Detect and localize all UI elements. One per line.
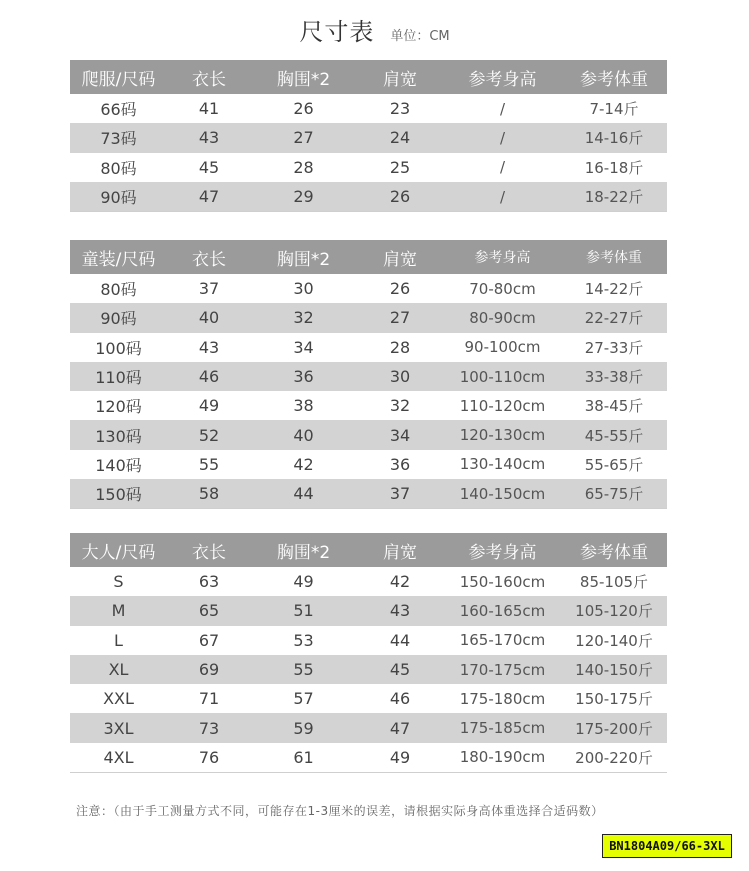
column-header: 衣长 — [167, 533, 251, 567]
table-cell: 90码 — [70, 182, 167, 212]
table-header-row — [70, 240, 667, 274]
page-title: 尺寸表 — [299, 18, 375, 46]
table-cell: 42 — [389, 572, 411, 592]
table-cell: 49 — [198, 396, 220, 416]
table-cell: 43 — [198, 337, 220, 357]
table-cell: 140码 — [95, 455, 142, 475]
table-row — [70, 333, 667, 362]
table-row — [70, 479, 667, 509]
table-cell: 66码 — [100, 100, 137, 120]
table-cell: 76 — [167, 743, 251, 773]
table-cell: 180-190cm — [444, 743, 561, 773]
table-row — [70, 182, 667, 212]
size-table-kids — [70, 240, 667, 509]
table-row — [70, 303, 667, 332]
table-cell: 23 — [389, 99, 411, 119]
column-header: 童装/尺码 — [70, 240, 167, 274]
table-cell: 27 — [251, 123, 356, 152]
table-cell: 38-45斤 — [584, 397, 644, 416]
product-code-label: BN1804A09/66-3XL — [602, 834, 732, 858]
table-cell: 51 — [251, 596, 356, 625]
table-cell: 34 — [293, 337, 314, 357]
table-cell: 46 — [389, 689, 411, 709]
table-cell: 90-100cm — [464, 338, 541, 357]
column-header: 参考体重 — [561, 533, 667, 567]
table-cell: 32 — [251, 303, 356, 332]
table-row — [70, 362, 667, 391]
table-cell: 46 — [167, 362, 251, 391]
table-cell: 7-14斤 — [589, 100, 639, 119]
table-cell: 14-16斤 — [561, 123, 667, 152]
table-cell: 105-120斤 — [561, 596, 667, 625]
table-cell: 65 — [167, 596, 251, 625]
table-row — [70, 420, 667, 449]
table-cell: 175-200斤 — [561, 713, 667, 742]
table-cell: 160-165cm — [444, 596, 561, 625]
table-cell: 30 — [356, 362, 444, 391]
table-cell: 73 — [167, 713, 251, 742]
table-row — [70, 94, 667, 123]
table-cell: 40 — [251, 420, 356, 449]
table-cell: / — [499, 99, 506, 118]
table-header-row — [70, 533, 667, 567]
title-row — [0, 12, 749, 44]
table-cell: 18-22斤 — [561, 182, 667, 212]
table-cell: 45 — [356, 655, 444, 684]
column-header: 胸围*2 — [251, 240, 356, 274]
table-cell: 44 — [389, 630, 411, 650]
table-cell: 52 — [167, 420, 251, 449]
table-cell: 3XL — [70, 713, 167, 742]
table-cell: 29 — [251, 182, 356, 212]
table-cell: 110-120cm — [459, 396, 546, 415]
table-cell: 130码 — [70, 420, 167, 449]
table-row — [70, 153, 667, 182]
table-row — [70, 123, 667, 152]
unit-label: 单位：CM — [390, 29, 450, 44]
table-cell: 61 — [251, 743, 356, 773]
table-cell: 100-110cm — [444, 362, 561, 391]
table-cell: 120码 — [95, 397, 142, 417]
table-cell: 43 — [167, 123, 251, 152]
table-cell: 22-27斤 — [561, 303, 667, 332]
table-cell: 80码 — [100, 280, 137, 300]
table-cell: 67 — [198, 630, 220, 650]
table-row — [70, 713, 667, 742]
table-cell: 150码 — [70, 479, 167, 509]
table-cell: 80-90cm — [444, 303, 561, 332]
column-header: 衣长 — [167, 240, 251, 274]
table-cell: 150-175斤 — [575, 690, 653, 709]
size-table-adult — [70, 533, 667, 773]
table-cell: 85-105斤 — [579, 573, 649, 592]
table-cell: 26 — [293, 99, 314, 119]
table-cell: 36 — [251, 362, 356, 391]
table-cell: 120-140斤 — [575, 631, 653, 650]
table-cell: 73码 — [70, 123, 167, 152]
column-header: 胸围*2 — [251, 60, 356, 94]
table-cell: 14-22斤 — [584, 280, 644, 299]
column-header: 参考体重 — [561, 240, 667, 274]
column-header: 肩宽 — [356, 240, 444, 274]
table-row — [70, 391, 667, 420]
table-cell: 49 — [356, 743, 444, 773]
table-row — [70, 450, 667, 479]
table-cell: 41 — [198, 99, 220, 119]
table-cell: 57 — [293, 689, 314, 709]
column-header: 肩宽 — [356, 533, 444, 567]
table-cell: 44 — [251, 479, 356, 509]
table-cell: 36 — [389, 454, 411, 474]
table-cell: 45 — [198, 157, 220, 177]
table-cell: 55 — [251, 655, 356, 684]
table-cell: 34 — [356, 420, 444, 449]
table-cell: 140-150cm — [444, 479, 561, 509]
note-text: 注意：（由于手工测量方式不同，可能存在1-3厘米的误差，请根据实际身高体重选择合适码数） — [76, 804, 604, 818]
table-cell: 32 — [389, 396, 411, 416]
table-cell: 71 — [198, 689, 220, 709]
table-cell: 110码 — [70, 362, 167, 391]
table-cell: 90码 — [70, 303, 167, 332]
table-cell: 55-65斤 — [584, 455, 644, 474]
table-cell: 55 — [198, 454, 220, 474]
column-header: 大人/尺码 — [70, 533, 167, 567]
table-cell: 165-170cm — [459, 631, 546, 650]
table-cell: 53 — [293, 630, 314, 650]
table-cell: 40 — [167, 303, 251, 332]
column-header: 参考身高 — [444, 533, 561, 567]
table-cell: 25 — [389, 157, 411, 177]
table-cell: 26 — [389, 279, 411, 299]
table-cell: 38 — [293, 396, 314, 416]
table-cell: 47 — [356, 713, 444, 742]
table-cell: XXL — [103, 689, 134, 709]
table-cell: 49 — [293, 572, 314, 592]
table-row — [70, 274, 667, 303]
table-cell: 42 — [293, 454, 314, 474]
table-cell: 28 — [389, 337, 411, 357]
table-row — [70, 567, 667, 596]
table-cell: 27 — [356, 303, 444, 332]
table-row — [70, 684, 667, 713]
table-cell: 70-80cm — [469, 279, 536, 298]
column-header: 参考身高 — [444, 60, 561, 94]
table-cell: 69 — [167, 655, 251, 684]
table-cell: 24 — [356, 123, 444, 152]
table-cell: 37 — [198, 279, 220, 299]
table-cell: 43 — [356, 596, 444, 625]
table-cell: XL — [70, 655, 167, 684]
table-cell: / — [444, 182, 561, 212]
table-cell: 100码 — [95, 338, 142, 358]
column-header: 衣长 — [167, 60, 251, 94]
column-header: 参考身高 — [444, 240, 561, 274]
table-cell: 45-55斤 — [561, 420, 667, 449]
table-cell: / — [499, 158, 506, 177]
table-cell: L — [114, 630, 123, 650]
column-header: 参考体重 — [561, 60, 667, 94]
table-cell: 63 — [198, 572, 220, 592]
size-table-crawler — [70, 60, 667, 212]
table-header-row — [70, 60, 667, 94]
table-cell: 33-38斤 — [561, 362, 667, 391]
column-header: 爬服/尺码 — [70, 60, 167, 94]
table-cell: 175-185cm — [444, 713, 561, 742]
table-cell: 47 — [167, 182, 251, 212]
table-cell: / — [444, 123, 561, 152]
column-header: 肩宽 — [356, 60, 444, 94]
table-cell: 16-18斤 — [584, 158, 644, 177]
table-cell: S — [113, 572, 124, 592]
table-cell: 28 — [293, 157, 314, 177]
column-header: 胸围*2 — [251, 533, 356, 567]
table-cell: 4XL — [70, 743, 167, 773]
table-cell: 200-220斤 — [561, 743, 667, 773]
table-cell: M — [70, 596, 167, 625]
table-row — [70, 596, 667, 625]
table-cell: 80码 — [100, 158, 137, 178]
table-cell: 30 — [293, 279, 314, 299]
table-cell: 26 — [356, 182, 444, 212]
table-cell: 27-33斤 — [584, 338, 644, 357]
table-cell: 170-175cm — [444, 655, 561, 684]
table-cell: 37 — [356, 479, 444, 509]
table-row — [70, 743, 667, 773]
table-cell: 58 — [167, 479, 251, 509]
table-row — [70, 626, 667, 655]
table-cell: 59 — [251, 713, 356, 742]
table-cell: 150-160cm — [459, 572, 546, 591]
table-cell: 65-75斤 — [561, 479, 667, 509]
table-cell: 140-150斤 — [561, 655, 667, 684]
table-row — [70, 655, 667, 684]
table-cell: 130-140cm — [459, 455, 546, 474]
table-cell: 175-180cm — [459, 689, 546, 708]
table-cell: 120-130cm — [444, 420, 561, 449]
